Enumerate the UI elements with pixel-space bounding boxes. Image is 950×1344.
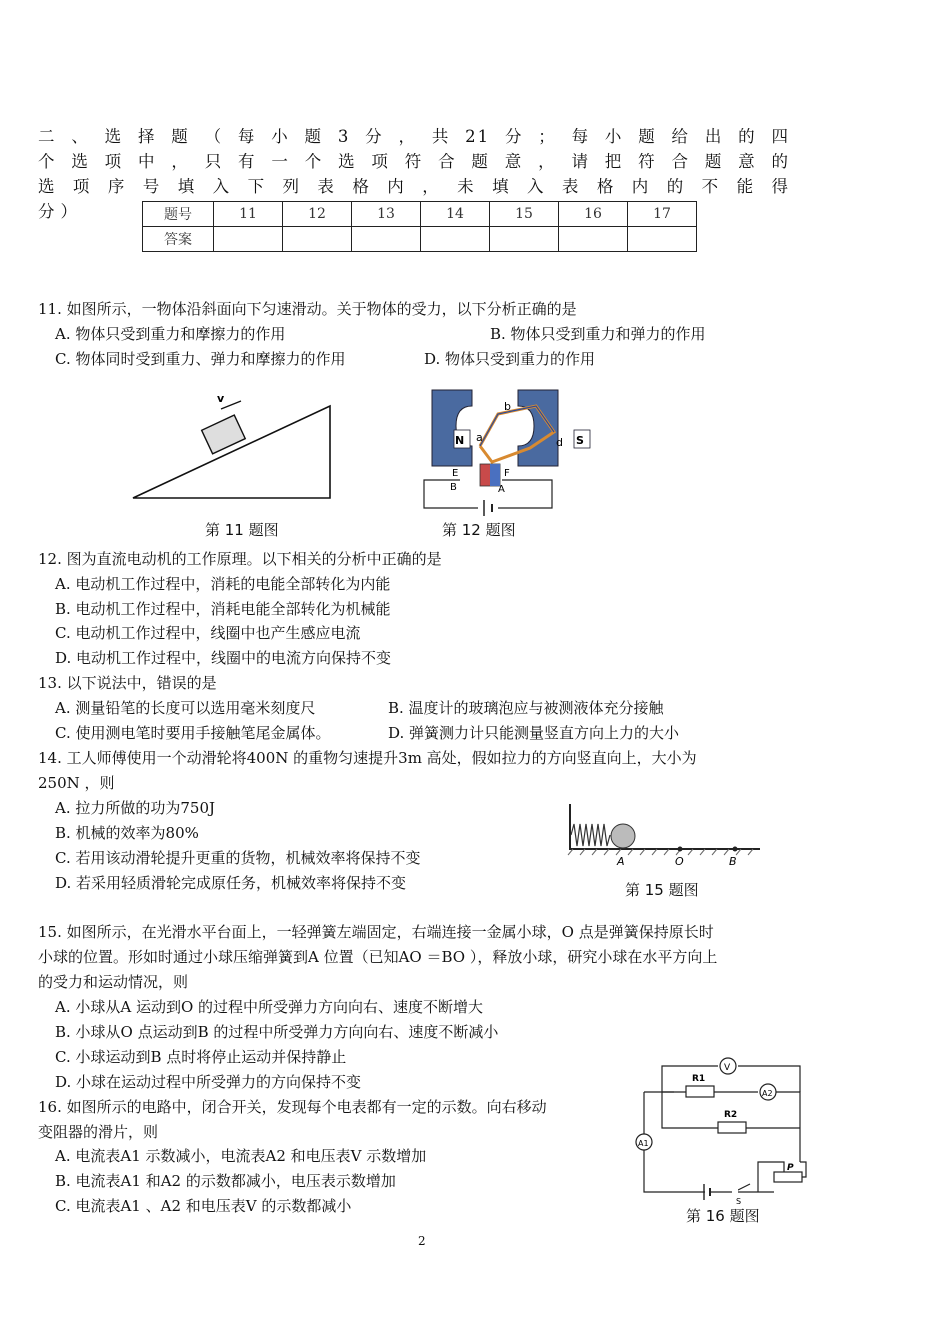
fig12-motor-diagram <box>418 384 584 520</box>
resistor-r1 <box>686 1086 714 1097</box>
q15-option-a: A. 小球从A 运动到O 的过程中所受弹力方向向右、速度不断增大 <box>55 998 484 1016</box>
fig15-caption: 第 15 题图 <box>625 881 699 899</box>
q16-option-c: C. 电流表A1 、A2 和电压表V 的示数都减小 <box>55 1197 352 1215</box>
answer-cell-17[interactable] <box>628 227 697 252</box>
spring <box>571 824 610 846</box>
magnet-s-label: S <box>576 434 584 447</box>
q11-option-d: D. 物体只受到重力的作用 <box>424 350 596 368</box>
brush-label-e: E <box>452 468 459 479</box>
q14-option-c: C. 若用该动滑轮提升更重的货物，机械效率将保持不变 <box>55 849 421 867</box>
q11-option-a: A. 物体只受到重力和摩擦力的作用 <box>55 325 286 343</box>
q15-stem-line-3: 的受力和运动情况，则 <box>38 973 189 991</box>
question-number-12: 12 <box>283 202 352 227</box>
question-number-14: 14 <box>421 202 490 227</box>
q11-stem: 11. 如图所示，一物体沿斜面向下匀速滑动。关于物体的受力，以下分析正确的是 <box>38 300 577 318</box>
page-number: 2 <box>418 1234 426 1248</box>
answer-cell-13[interactable] <box>352 227 421 252</box>
fig11-incline-diagram <box>125 388 340 508</box>
point-o-label: O <box>675 855 684 868</box>
question-number-label: 题号 <box>143 202 214 227</box>
question-number-16: 16 <box>559 202 628 227</box>
q12-stem: 12. 图为直流电动机的工作原理。以下相关的分析中正确的是 <box>38 550 442 568</box>
fig15-spring-diagram <box>565 802 765 868</box>
q14-option-a: A. 拉力所做的功为750J <box>55 799 216 817</box>
question-number-17: 17 <box>628 202 697 227</box>
section-instruction-line-1: 二、选择题（每小题3分，共21分；每小题给出的四 <box>38 127 790 146</box>
fig16-caption: 第 16 题图 <box>686 1207 760 1225</box>
section-instruction-line-2: 个选项中，只有一个选项符合题意，请把符合题意的 <box>38 152 790 171</box>
brush-label-a: A <box>498 484 505 495</box>
magnet-n-label: N <box>455 434 465 447</box>
answer-cell-15[interactable] <box>490 227 559 252</box>
answer-cell-16[interactable] <box>559 227 628 252</box>
brush-label-f: F <box>504 468 510 479</box>
section-instruction-line-4: 分） <box>38 202 83 221</box>
resistor-r2-label: R2 <box>724 1110 738 1120</box>
q15-stem-line-2: 小球的位置。形如时通过小球压缩弹簧到A 位置（已知AO ＝BO ），释放小球，研究小球在水平方向上 <box>38 948 718 966</box>
point-b-marker <box>733 847 738 852</box>
slider-label: P <box>787 1163 794 1173</box>
metal-ball <box>611 824 635 848</box>
resistor-r1-label: R1 <box>692 1074 706 1084</box>
q15-option-d: D. 小球在运动过程中所受弹力的方向保持不变 <box>55 1073 362 1091</box>
q13-option-a: A. 测量铅笔的长度可以选用毫米刻度尺 <box>55 699 316 717</box>
magnet-n <box>432 390 472 466</box>
section-instruction-line-3: 选项序号填入下列表格内，未填入表格内的不能得 <box>38 177 790 196</box>
fig11-caption: 第 11 题图 <box>205 521 279 539</box>
fig12-caption: 第 12 题图 <box>442 521 516 539</box>
fig16-circuit-diagram <box>634 1050 814 1206</box>
voltmeter-label: V <box>724 1063 731 1073</box>
q13-option-c: C. 使用测电笔时要用手接触笔尾金属体。 <box>55 724 331 742</box>
q15-option-b: B. 小球从O 点运动到B 的过程中所受弹力方向向右、速度不断减小 <box>55 1023 499 1041</box>
q14-option-b: B. 机械的效率为80% <box>55 824 199 842</box>
answer-table-answer-row <box>143 227 697 252</box>
coil-label-a: a <box>476 431 483 444</box>
coil-label-b: b <box>504 400 511 413</box>
question-number-11: 11 <box>214 202 283 227</box>
velocity-label: v <box>217 392 225 405</box>
point-o-marker <box>678 847 683 852</box>
q12-option-d: D. 电动机工作过程中，线圈中的电流方向保持不变 <box>55 649 392 667</box>
switch-label: S <box>736 1197 742 1206</box>
ammeter-a1-label: A1 <box>638 1139 649 1148</box>
q16-option-a: A. 电流表A1 示数减小，电流表A2 和电压表V 示数增加 <box>55 1147 427 1165</box>
q14-stem-line-1: 14. 工人师傅使用一个动滑轮将400N 的重物匀速提升3m 高处，假如拉力的方向竖直向上，大小为 <box>38 749 697 767</box>
answer-table <box>142 201 697 252</box>
answer-label: 答案 <box>143 227 214 252</box>
ammeter-a2-label: A2 <box>762 1089 773 1098</box>
q12-option-b: B. 电动机工作过程中，消耗电能全部转化为机械能 <box>55 600 391 618</box>
external-circuit-right <box>498 480 552 508</box>
q14-option-d: D. 若采用轻质滑轮完成原任务，机械效率将保持不变 <box>55 874 407 892</box>
answer-table-header-row <box>143 202 697 227</box>
q12-option-c: C. 电动机工作过程中，线圈中也产生感应电流 <box>55 624 361 642</box>
answer-cell-14[interactable] <box>421 227 490 252</box>
answer-cell-12[interactable] <box>283 227 352 252</box>
point-a-label: A <box>617 855 625 868</box>
q15-option-c: C. 小球运动到B 点时将停止运动并保持静止 <box>55 1048 347 1066</box>
q13-stem: 13. 以下说法中，错误的是 <box>38 674 217 692</box>
q12-option-a: A. 电动机工作过程中，消耗的电能全部转化为内能 <box>55 575 391 593</box>
q15-stem-line-1: 15. 如图所示，在光滑水平台面上，一轻弹簧左端固定，右端连接一金属小球，O 点是弹簧保持原长时 <box>38 923 714 941</box>
resistor-r2 <box>718 1122 746 1133</box>
point-b-label: B <box>729 855 737 868</box>
answer-cell-11[interactable] <box>214 227 283 252</box>
brush-label-b: B <box>450 482 457 493</box>
q16-stem-line-1: 16. 如图所示的电路中，闭合开关，发现每个电表都有一定的示数。向右移动 <box>38 1098 547 1116</box>
q16-option-b: B. 电流表A1 和A2 的示数都减小，电压表示数增加 <box>55 1172 396 1190</box>
coil-label-d: d <box>556 436 563 449</box>
q13-option-d: D. 弹簧测力计只能测量竖直方向上力的大小 <box>388 724 680 742</box>
q11-option-b: B. 物体只受到重力和弹力的作用 <box>490 325 706 343</box>
question-number-15: 15 <box>490 202 559 227</box>
rheostat <box>774 1172 802 1182</box>
q16-stem-line-2: 变阻器的滑片，则 <box>38 1123 159 1141</box>
q11-option-c: C. 物体同时受到重力、弹力和摩擦力的作用 <box>55 350 346 368</box>
q13-option-b: B. 温度计的玻璃泡应与被测液体充分接触 <box>388 699 664 717</box>
q14-stem-line-2: 250N ，则 <box>38 774 115 792</box>
question-number-13: 13 <box>352 202 421 227</box>
